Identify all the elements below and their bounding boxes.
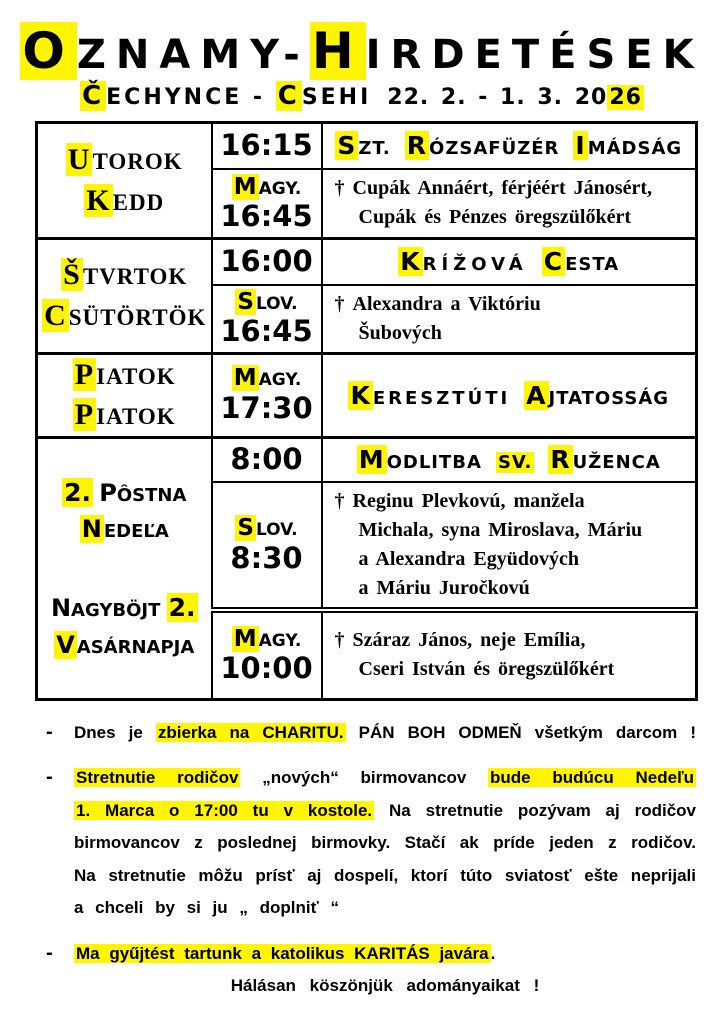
time-cell [212,353,322,437]
language-label [213,515,321,543]
intention-text: Száraz János, neje Emília, [352,629,586,652]
time-cell [212,437,322,482]
mass-intention [323,622,696,688]
highlighted-text: Stretnutie rodičov [76,768,239,787]
time-value: 8:00 [230,441,303,476]
day-name-hu [38,296,211,337]
plain-text: Dnes je [74,722,156,742]
time-value: 10:00 [220,651,313,686]
row-friday-1730 [37,353,697,437]
plain-text: Na stretnutie pozývam aj rodičov [374,800,696,820]
word-initial: V [56,630,75,659]
lang-rest: AGY. [258,370,302,391]
event-title-way-of-cross-hu [323,381,696,410]
word-rest: JTATOSSÁG [548,387,670,409]
row-tuesday-1615 [37,123,697,169]
subtitle-word-csehi: SEHI [301,85,372,110]
intention-cell [322,610,697,699]
lang-rest: AGY. [258,630,302,651]
day-cell-friday [37,353,212,437]
word-rest: ZT. [358,138,391,160]
time-value: 16:45 [220,314,313,349]
word [524,380,670,410]
word-initial: S [337,131,357,161]
lang-rest: LOV. [255,520,298,541]
lang-rest: LOV. [255,293,298,314]
plain-text: birmovancov z poslednej birmovky. Stačí ak príde jeden z rodičov. [74,833,696,852]
word [405,131,560,161]
announcement-line [74,892,696,925]
word-rest: UŽENCA [572,452,661,474]
intention-cell [322,482,697,610]
event-cell [322,239,697,285]
intention-text: Cupák és Pénzes öregszülőkért [358,206,631,229]
date-range-year-hl: 26 [609,85,642,110]
day-rest: IATOK [96,363,176,389]
plain-text: Hálásan köszönjük adományaikat ! [230,976,540,995]
bullet-dash: - [46,720,53,743]
announcement-body [74,762,696,925]
sunday-line2 [38,511,211,547]
day-rest: IATOK [96,404,176,429]
time-cell [212,123,322,169]
intention-line [335,487,690,516]
word [348,380,511,410]
plain-text: Na stretnutie môžu prísť aj dospelí, ktorí túto sviatosť ešte neprijali [74,865,696,885]
time-value: 17:30 [220,390,313,425]
mass-intention [323,170,696,236]
announcement-line [74,827,696,860]
plain-text: a chceli by si ju „ doplniť “ [74,898,339,917]
highlighted-text: 1. Marca o 17:00 tu v kostole. [76,800,373,820]
word [542,247,620,277]
plain-text: PÁN BOH ODMEŇ všetkým darcom ! [345,722,696,742]
time-value: 8:30 [230,540,303,575]
intention-line [335,516,690,545]
title-separator: - [283,32,310,78]
announcement-collection-sk [46,717,724,750]
time-value: 16:00 [220,243,313,278]
announcement-meeting-sk [46,762,724,925]
bullet-dash: - [46,941,53,964]
highlighted-text: Ma gyűjtést tartunk a katolikus KARITÁS javára [76,943,489,963]
time-value: 16:45 [220,199,313,234]
time-cell [212,169,322,239]
event-title-rosary-sk [323,445,696,474]
intention-text: Michala, syna Miroslava, Máriu [358,519,643,541]
plain-text: „nových“ birmovancov [240,768,489,787]
intention-line [335,545,690,574]
schedule-table [35,121,698,701]
intention-line [335,574,690,603]
plain-text: . [490,943,496,963]
event-title-rosary-hu [323,131,696,160]
title-initial-h: H [311,22,364,80]
announcement-thanks-line [74,970,696,1003]
intention-line [335,319,690,348]
sunday-line4 [38,627,211,663]
cross-icon: † [334,177,345,200]
lang-initial: S [237,288,254,315]
intention-line [335,626,690,655]
time-cell [212,482,322,610]
subtitle-dash: - [242,85,276,110]
intention-cell [322,169,697,239]
mass-intention [323,286,696,352]
mass-intention [323,483,696,607]
row-sunday-800 [37,437,697,482]
word-rest: MÁDSÁG [587,138,683,160]
day-initial: P [74,357,95,391]
word-rest: ERESZTÚTI [372,387,511,409]
event-title-way-of-cross-sk [323,247,696,276]
intention-line [335,655,690,684]
time-cell [212,285,322,354]
language-label [213,365,321,393]
word-initial: K [400,247,421,277]
cross-icon: † [334,490,345,512]
intention-line [335,174,690,203]
time-cell [212,610,322,699]
date-range [387,85,644,110]
sunday-line3 [38,589,211,627]
word-initial: A [526,380,547,410]
cross-icon: † [334,629,345,652]
word-initial: N [50,594,72,622]
lang-initial: S [237,515,254,542]
event-cell [322,353,697,437]
sunday-name-sk [38,474,211,663]
subtitle-word-cechynce: ECHYNCE [106,85,243,110]
day-name-sk [38,140,211,181]
announcements-section [46,717,724,1003]
day-name-hu [38,181,211,222]
sunday-number: 2. [64,477,91,507]
intention-text: a Máriu Juročkovú [358,577,530,599]
day-initial: P [74,398,95,431]
intention-text: a Alexandra Együdových [358,548,579,570]
day-initial: C [44,298,67,332]
day-rest: TOROK [92,149,183,174]
word-initial: I [575,131,586,161]
day-initial: U [67,143,91,176]
day-name-sk [38,255,211,296]
language-label [213,626,321,654]
highlighted-text: bude budúcu Nedeľu [490,768,694,787]
word [548,445,661,475]
day-rest: TVRTOK [82,264,188,290]
event-cell [322,123,697,169]
word-rest: ESTA [565,254,620,276]
lang-initial: M [233,173,257,200]
day-name-sk [38,355,211,396]
announcement-line [74,938,696,971]
day-rest: SÜTÖRTÖK [68,304,207,330]
bullet-dash: - [46,766,53,788]
announcement-line [74,795,696,828]
cross-icon: † [334,292,345,315]
intention-text: Cupák Annáért, férjéért Jánosért, [352,177,652,200]
word-rest: RÍŽOVÁ [422,254,528,276]
intention-line [335,203,690,232]
word-sv: SV. [497,452,533,474]
announcement-body [74,717,696,750]
subtitle-initial-c1: Č [82,81,105,111]
word-initial: C [543,247,564,277]
date-range-text: 22. 2. - 1. 3. 20 [387,85,608,110]
title-initial-o: O [22,22,75,80]
word [335,131,391,161]
day-name-hu [38,395,211,436]
announcement-body [74,938,696,1003]
intention-text: Alexandra a Viktóriu [352,292,541,315]
intention-cell [322,285,697,354]
day-cell-thursday [37,239,212,354]
word-rest: ÔSTNA [116,484,187,506]
day-cell-tuesday [37,123,212,239]
page-header [0,0,724,111]
word-rest: ASÁRNAPJA [76,636,195,658]
announcement-collection-hu [46,938,724,1003]
page-subtitle [0,81,724,111]
language-label [213,289,321,317]
time-value: 16:15 [220,127,313,162]
word-rest: AGYBÖJT [71,600,161,621]
word-initial: P [99,478,117,507]
intention-text: Reginu Plevkovú, manžela [352,490,585,512]
lang-rest: AGY. [258,178,302,199]
word [573,131,683,161]
word-initial: N [81,515,102,543]
event-cell [322,437,697,482]
title-word-oznamy: ZNAMY [76,32,284,78]
day-initial: K [86,183,111,217]
word-initial: R [406,131,428,161]
word-initial: M [358,445,385,475]
lang-initial: M [233,625,257,652]
subtitle-initial-c2: C [277,81,300,111]
word [398,247,528,277]
sunday-number: 2. [168,593,196,622]
row-thursday-1600 [37,239,697,285]
intention-text: Šubových [358,321,442,344]
language-label [213,174,321,202]
day-initial: Š [63,258,81,292]
day-cell-sunday [37,437,212,699]
title-word-hirdetesek: IRDETÉSEK [365,32,704,78]
word-initial: R [550,445,571,475]
word-rest: ODLITBA [386,452,482,474]
word-rest: EDEĽA [103,521,169,542]
day-rest: EDD [112,189,165,215]
announcement-line [74,762,696,795]
intention-text: Cseri István és öregszülőkért [358,658,615,681]
page-title [0,24,724,79]
intention-line [335,290,690,319]
word [357,445,482,475]
announcement-line [74,717,696,750]
word-rest: ÓZSAFÜZÉR [429,138,560,160]
lang-initial: M [233,365,257,392]
sunday-line1 [38,474,211,512]
word-initial: K [350,380,371,410]
time-cell [212,239,322,285]
announcement-line [74,860,696,893]
highlighted-text: zbierka na CHARITU. [157,722,344,742]
